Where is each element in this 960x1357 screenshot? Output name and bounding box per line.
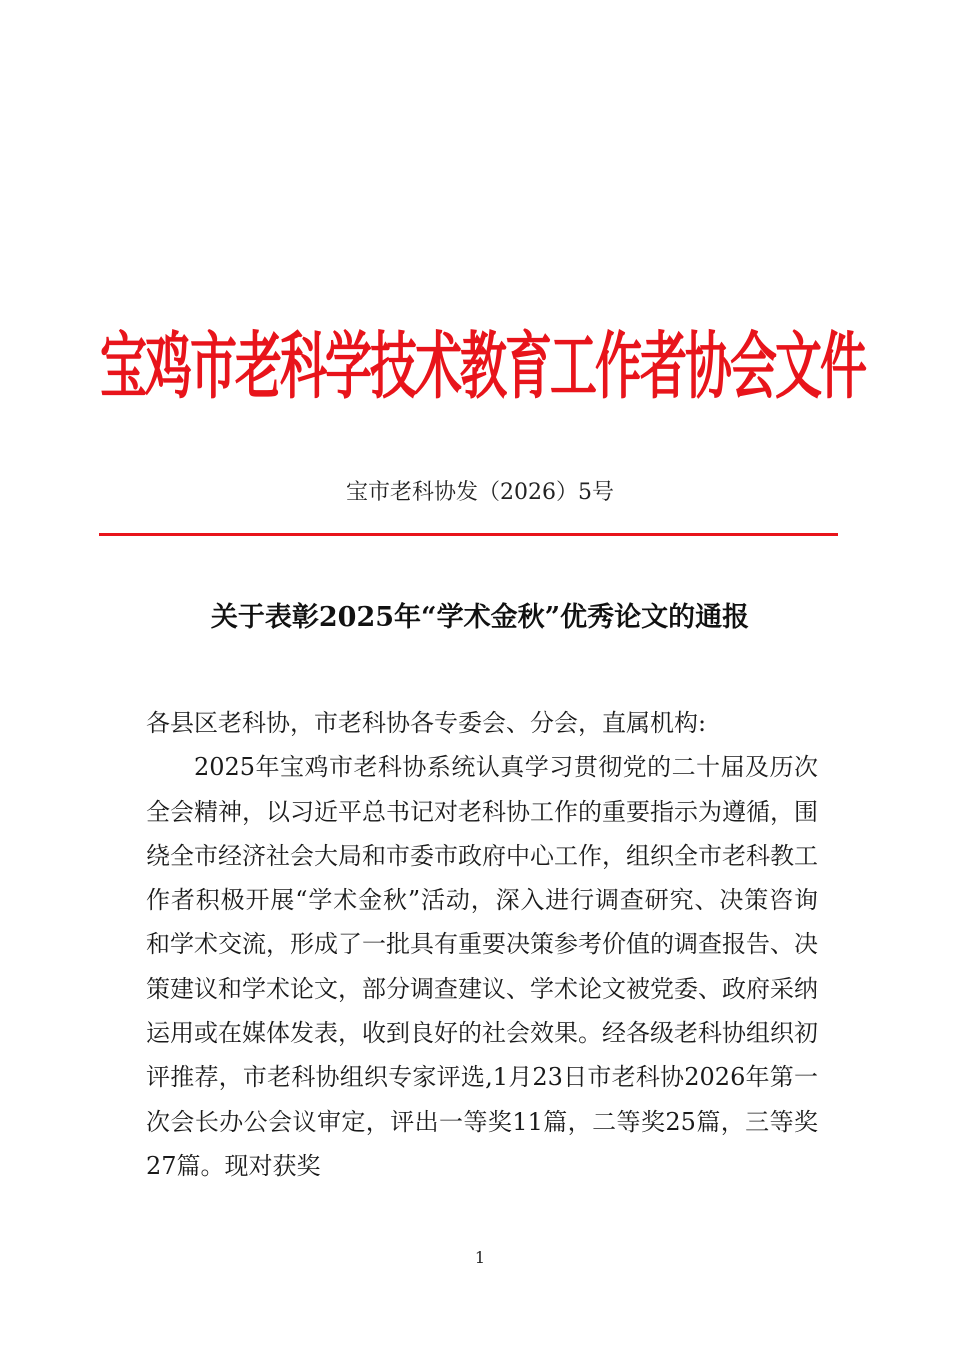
- red-divider-line: [99, 533, 838, 536]
- masthead-title: 宝鸡市老科学技术教育工作者协会文件: [100, 324, 865, 410]
- body-text: [146, 701, 818, 1188]
- salutation: 各县区老科协，市老科协各专委会、分会，直属机构:: [146, 709, 707, 737]
- page-number: 1: [474, 1248, 486, 1267]
- document-title: 关于表彰2025年“学术金秋”优秀论文的通报: [210, 602, 750, 633]
- body-paragraph: 2025年宝鸡市老科协系统认真学习贯彻党的二十届及历次全会精神，以习近平总书记对老科协工作的重要指示为遵循，围绕全市经济社会大局和市委市政府中心工作，组织全市老科教工作者积极开展“学术金秋”活动，深入进行调查研究、决策咨询和学术交流，形成了一批具有重要决策参考价值的调查报告、决策建议和学术论文，部分调查建议、学术论文被党委、政府采纳运用或在媒体发表，收到良好的社会效果。经各级老科协组织初评推荐，市老科协组织专家评选,1月23日市老科协2026年第一次会长办公会议审定，评出一等奖11篇，二等奖25篇，三等奖27篇。现对获奖: [146, 753, 818, 1180]
- document-number: 宝市老科协发（2026）5号: [346, 480, 614, 505]
